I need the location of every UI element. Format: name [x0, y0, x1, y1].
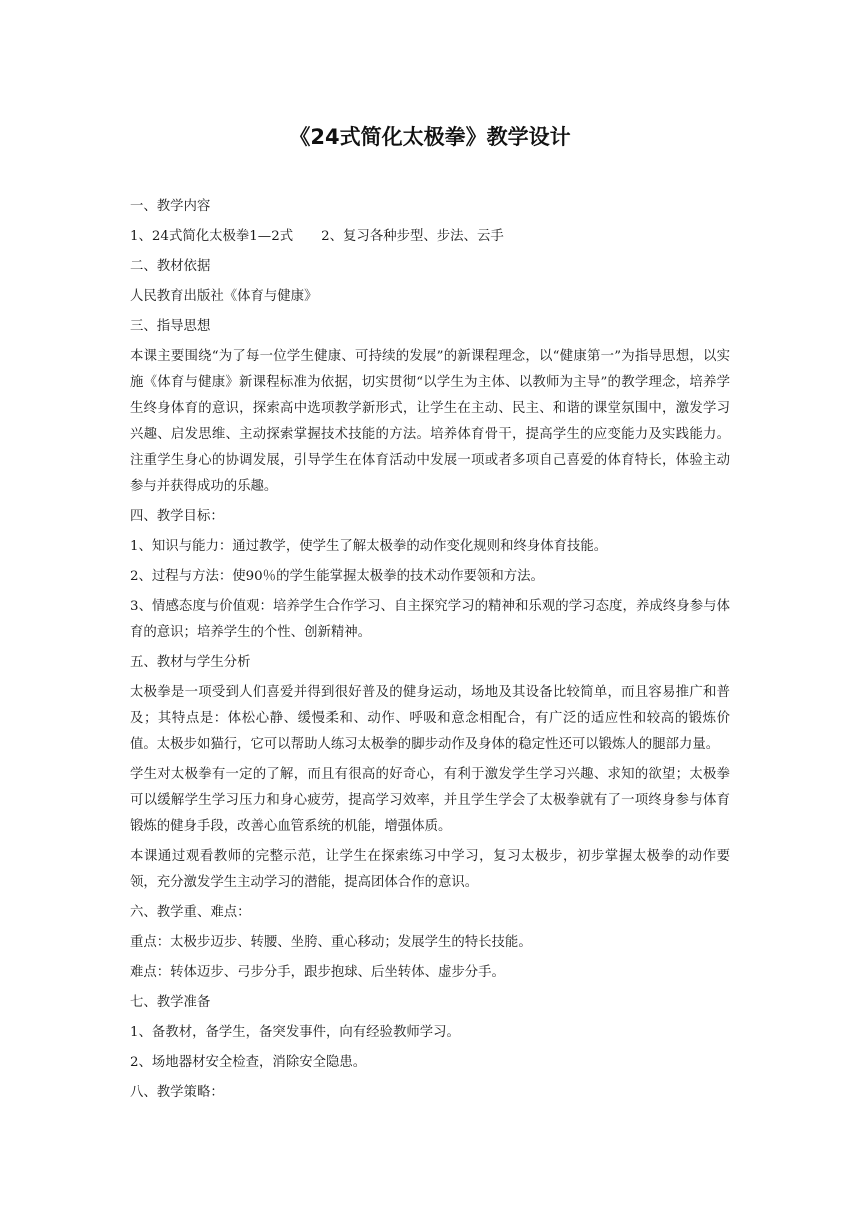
difficult-point-text: 难点：转体迈步、弓步分手，跟步抱球、后坐转体、虚步分手。 — [130, 965, 505, 980]
teaching-goal-2: 2、过程与方法：使90％的学生能掌握太极拳的技术动作要领和方法。 — [130, 569, 544, 584]
section-heading-teaching-goals: 四、教学目标： — [130, 509, 224, 524]
key-point-text: 重点：太极步迈步、转腰、坐胯、重心移动；发展学生的特长技能。 — [130, 935, 532, 950]
guiding-ideology-paragraph: 本课主要围绕“为了每一位学生健康、可持续的发展”的新课程理念，以“健康第一”为指导思想，以实施《体育与健康》新课程标准为依据，切实贯彻“以学生为主体、以教师为主导”的教学理念，培养学生终身体育的意识，探索高中选项教学新形式，让学生在主动、民主、和谐的课堂氛围中，激发学习兴趣、启发思维、主动探索掌握技术技能的方法。培养体育骨干，提高学生的应变能力及实践能力。注重学生身心的协调发展，引导学生在体育活动中发展一项或者多项自己喜爱的体育特长，体验主动参与并获得成功的乐趣。 — [130, 349, 730, 494]
section-heading-teaching-preparation: 七、教学准备 — [130, 995, 211, 1010]
section-heading-textbook-basis: 二、教材依据 — [130, 259, 211, 274]
teaching-goal-1: 1、知识与能力：通过教学，使学生了解太极拳的动作变化规则和终身体育技能。 — [130, 539, 608, 554]
section-heading-material-student-analysis: 五、教材与学生分析 — [130, 655, 251, 670]
teaching-content-item-2: 2、复习各种步型、步法、云手 — [321, 229, 504, 244]
analysis-paragraph-1: 太极拳是一项受到人们喜爱并得到很好普及的健身运动，场地及其设备比较简单，而且容易推广和普及；其特点是：体松心静、缓慢柔和、动作、呼吸和意念相配合，有广泛的适应性和较高的锻炼价值。太极步如猫行，它可以帮助人练习太极拳的脚步动作及身体的稳定性还可以锻炼人的腿部力量。 — [130, 685, 730, 752]
analysis-paragraph-2: 学生对太极拳有一定的了解，而且有很高的好奇心，有利于激发学生学习兴趣、求知的欲望；太极拳可以缓解学生学习压力和身心疲劳，提高学习效率，并且学生学会了太极拳就有了一项终身参与体育锻炼的健身手段，改善心血管系统的机能，增强体质。 — [130, 767, 730, 834]
section-heading-guiding-ideology: 三、指导思想 — [130, 319, 211, 334]
textbook-basis-text: 人民教育出版社《体育与健康》 — [130, 289, 318, 304]
section-heading-teaching-content: 一、教学内容 — [130, 199, 211, 214]
preparation-item-1: 1、备教材，备学生，备突发事件，向有经验教师学习。 — [130, 1025, 460, 1040]
preparation-item-2: 2、场地器材安全检查，消除安全隐患。 — [130, 1055, 367, 1070]
teaching-content-items — [130, 224, 730, 250]
section-heading-key-difficult-points: 六、教学重、难点： — [130, 905, 251, 920]
teaching-content-item-1: 1、24式简化太极拳1—2式 — [130, 229, 294, 244]
teaching-goal-3: 3、情感态度与价值观：培养学生合作学习、自主探究学习的精神和乐观的学习态度，养成终身参与体育的意识；培养学生的个性、创新精神。 — [130, 599, 730, 640]
document-title: 《24式简化太极拳》教学设计 — [289, 125, 571, 149]
analysis-paragraph-3: 本课通过观看教师的完整示范，让学生在探索练习中学习，复习太极步，初步掌握太极拳的动作要领，充分激发学生主动学习的潜能，提高团体合作的意识。 — [130, 849, 730, 890]
section-heading-teaching-strategy: 八、教学策略： — [130, 1085, 224, 1100]
document-body — [130, 194, 730, 1110]
